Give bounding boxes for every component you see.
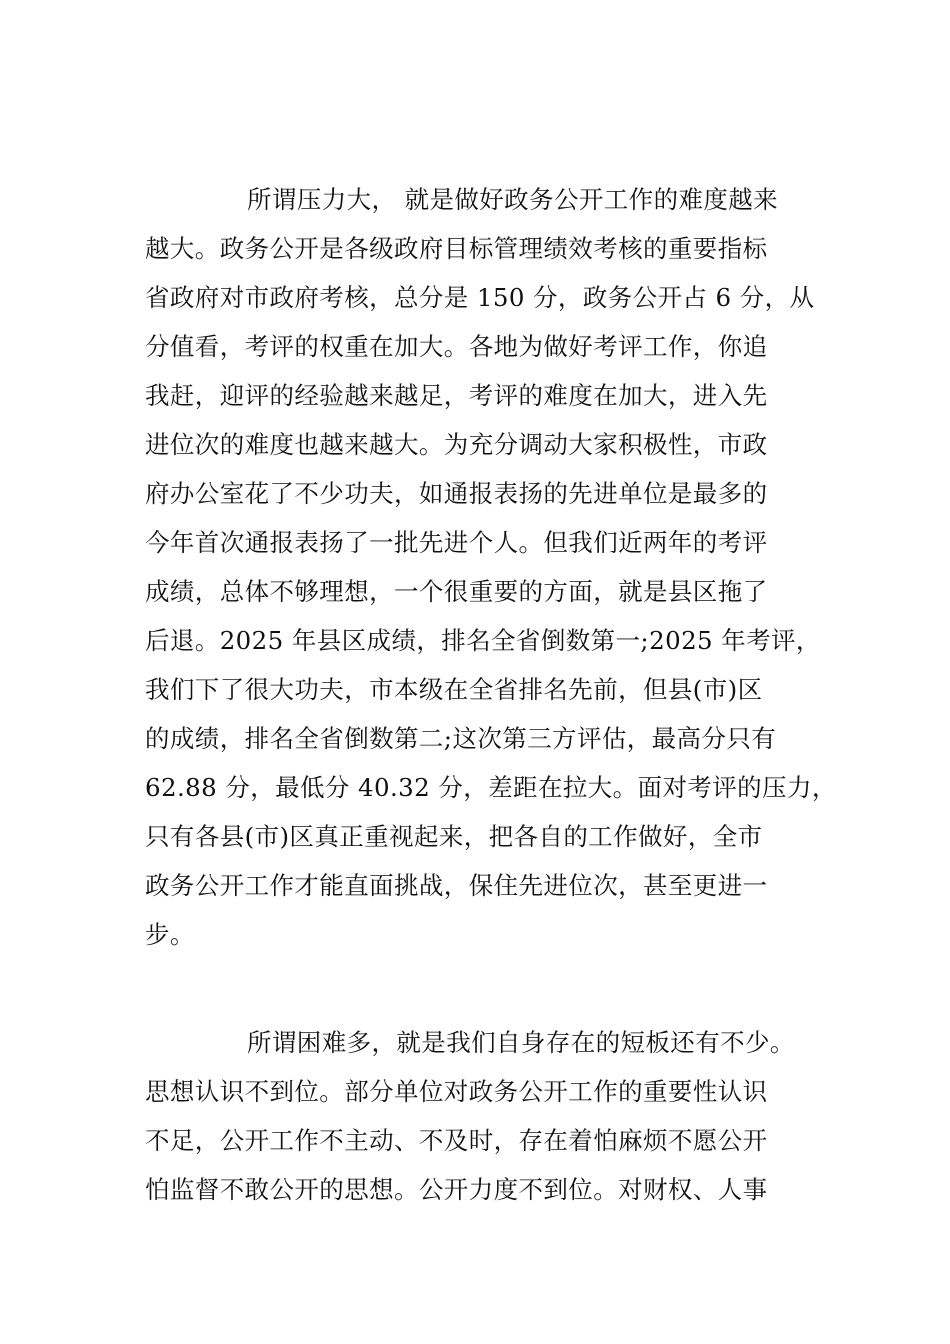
text-line: 不足，公开工作不主动、不及时，存在着怕麻烦不愿公开 [145,1126,768,1155]
text-line: 思想认识不到位。部分单位对政务公开工作的重要性认识 [145,1077,768,1106]
text-line: 我赶，迎评的经验越来越足，考评的难度在加大，进入先 [145,381,768,410]
text-line: 我们下了很大功夫，市本级在全省排名先前，但县(市)区 [145,675,763,704]
text-line: 后退。2025 年县区成绩，排名全省倒数第一;2025 年考评， [145,626,821,655]
text-line: 府办公室花了不少功夫，如通报表扬的先进单位是最多的 [145,479,768,508]
text-line: 成绩，总体不够理想，一个很重要的方面，就是县区拖了 [145,577,768,606]
text-line: 只有各县(市)区真正重视起来，把各自的工作做好，全市 [145,822,763,851]
text-line: 分值看，考评的权重在加大。各地为做好考评工作，你追 [145,332,768,361]
text-line: 今年首次通报表扬了一批先进个人。但我们近两年的考评 [145,528,768,557]
text-line: 进位次的难度也越来越大。为充分调动大家积极性，市政 [145,430,768,459]
text-line: 的成绩，排名全省倒数第二;这次第三方评估，最高分只有 [145,724,777,753]
text-line: 62.88 分，最低分 40.32 分，差距在拉大。面对考评的压力， [145,773,837,802]
text-line: 所谓困难多，就是我们自身存在的短板还有不少。 [247,1028,795,1057]
text-line: 越大。政务公开是各级政府目标管理绩效考核的重要指标 [145,234,768,263]
text-line: 所谓压力大， 就是做好政务公开工作的难度越来 [247,185,779,214]
text-line: 省政府对市政府考核，总分是 150 分，政务公开占 6 分，从 [145,283,815,312]
text-line: 政务公开工作才能直面挑战，保住先进位次，甚至更进一 [145,871,768,900]
text-line: 步。 [145,920,195,949]
text-line: 怕监督不敢公开的思想。公开力度不到位。对财权、人事 [145,1175,768,1204]
